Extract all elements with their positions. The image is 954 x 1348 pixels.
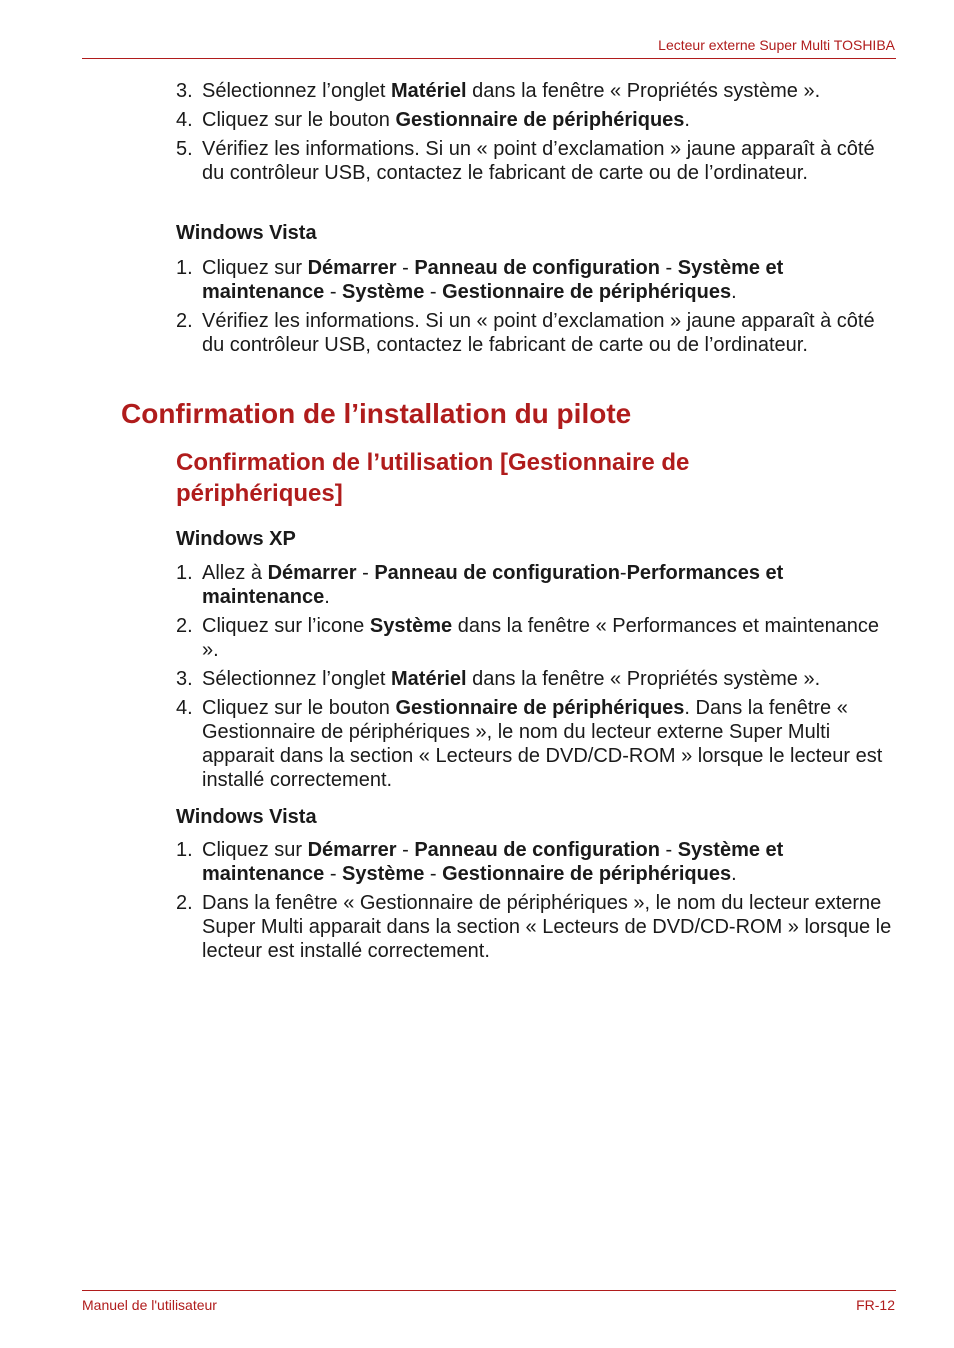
- list-item-number: 3.: [176, 80, 193, 102]
- emphasis-text: Système et maintenance: [202, 839, 784, 885]
- xp-steps-list: [176, 561, 896, 797]
- list-item-text: -: [396, 839, 415, 861]
- list-item-text: Cliquez sur: [202, 839, 308, 861]
- emphasis-text: Système et maintenance: [202, 257, 784, 303]
- windows-xp-heading: Windows XP: [176, 528, 296, 550]
- emphasis-text: Gestionnaire de périphériques: [395, 109, 685, 131]
- list-item-text: dans la fenêtre « Propriétés système ».: [466, 668, 821, 690]
- list-item-text: -: [396, 257, 415, 279]
- list-item-text: -: [356, 562, 375, 584]
- emphasis-text: Performances et maintenance: [202, 562, 784, 608]
- steps-list-continued: [176, 79, 896, 190]
- list-item-text: -: [619, 562, 627, 584]
- list-item-number: 1.: [176, 257, 193, 279]
- list-item-text: -: [424, 863, 443, 885]
- list-item: [176, 137, 896, 185]
- list-item-text: dans la fenêtre « Propriétés système ».: [466, 80, 821, 102]
- list-item-text: Dans la fenêtre « Gestionnaire de périphériques », le nom du lecteur externe Super Multi apparait dans la section « Lecteurs de DVD/CD-ROM » lorsque le lecteur est installé correctement.: [202, 892, 892, 962]
- list-item-text: -: [324, 863, 343, 885]
- list-item-text: Vérifiez les informations. Si un « point d’exclamation » jaune apparaît à côté du contrôleur USB, contactez le fabricant de carte ou de l’ordinateur.: [202, 138, 875, 184]
- list-item-number: 3.: [176, 668, 193, 690]
- list-item-number: 1.: [176, 839, 193, 861]
- emphasis-text: Démarrer: [267, 562, 357, 584]
- list-item-number: 4.: [176, 109, 193, 131]
- running-header: Lecteur externe Super Multi TOSHIBA: [658, 37, 895, 53]
- list-item-text: -: [424, 281, 443, 303]
- list-item: [176, 108, 896, 132]
- emphasis-text: Gestionnaire de périphériques: [442, 863, 732, 885]
- vista-steps-list-2: [176, 838, 896, 968]
- list-item-text: -: [659, 839, 678, 861]
- list-item-text: . Dans la fenêtre « Gestionnaire de périphériques », le nom du lecteur externe Super Multi apparait dans la section « Lecteurs de DVD/CD-ROM » lorsque le lecteur est installé correctement.: [202, 697, 883, 791]
- list-item-text: Sélectionnez l’onglet: [202, 80, 392, 102]
- header-rule: [82, 58, 896, 59]
- list-item: [176, 838, 896, 886]
- emphasis-text: Matériel: [391, 668, 467, 690]
- list-item-text: Cliquez sur le bouton: [202, 109, 396, 131]
- list-item: [176, 79, 896, 103]
- footer-rule: [82, 1290, 896, 1291]
- emphasis-text: Système: [369, 615, 453, 637]
- list-item-number: 2.: [176, 892, 193, 914]
- page-number: FR-12: [856, 1297, 895, 1313]
- list-item-number: 1.: [176, 562, 193, 584]
- emphasis-text: Panneau de configuration: [414, 257, 660, 279]
- list-item-text: dans la fenêtre « Performances et maintenance ».: [202, 615, 880, 661]
- list-item-text: Cliquez sur le bouton: [202, 697, 396, 719]
- windows-vista-heading: Windows Vista: [176, 222, 317, 244]
- list-item: [176, 561, 896, 609]
- vista-steps-list: [176, 256, 896, 362]
- list-item-text: Sélectionnez l’onglet: [202, 668, 392, 690]
- list-item: [176, 256, 896, 304]
- list-item-text: -: [324, 281, 343, 303]
- list-item-text: Allez à: [202, 562, 268, 584]
- list-item-text: -: [659, 257, 678, 279]
- emphasis-text: Gestionnaire de périphériques: [442, 281, 732, 303]
- list-item: [176, 309, 896, 357]
- list-item-text: .: [324, 586, 330, 608]
- list-item-number: 4.: [176, 697, 193, 719]
- windows-vista-heading-2: Windows Vista: [176, 806, 317, 828]
- emphasis-text: Démarrer: [307, 257, 397, 279]
- emphasis-text: Gestionnaire de périphériques: [395, 697, 685, 719]
- emphasis-text: Panneau de configuration: [374, 562, 620, 584]
- list-item-number: 2.: [176, 310, 193, 332]
- list-item-text: Vérifiez les informations. Si un « point d’exclamation » jaune apparaît à côté du contrôleur USB, contactez le fabricant de carte ou de l’ordinateur.: [202, 310, 875, 356]
- list-item-text: .: [684, 109, 690, 131]
- emphasis-text: Système: [342, 281, 425, 303]
- emphasis-text: Système: [342, 863, 425, 885]
- emphasis-text: Démarrer: [307, 839, 397, 861]
- list-item: [176, 696, 896, 792]
- list-item-number: 2.: [176, 615, 193, 637]
- subsection-title: Confirmation de l’utilisation [Gestionnaire de périphériques]: [176, 449, 690, 507]
- list-item-text: Cliquez sur: [202, 257, 308, 279]
- list-item-text: .: [731, 281, 737, 303]
- footer-manual-label: Manuel de l'utilisateur: [82, 1297, 217, 1313]
- list-item-number: 5.: [176, 138, 193, 160]
- emphasis-text: Matériel: [391, 80, 467, 102]
- list-item: [176, 667, 896, 691]
- list-item-text: .: [731, 863, 737, 885]
- emphasis-text: Panneau de configuration: [414, 839, 660, 861]
- list-item-text: Cliquez sur l’icone: [202, 615, 370, 637]
- section-title: Confirmation de l’installation du pilote: [121, 398, 632, 429]
- list-item: [176, 891, 896, 963]
- list-item: [176, 614, 896, 662]
